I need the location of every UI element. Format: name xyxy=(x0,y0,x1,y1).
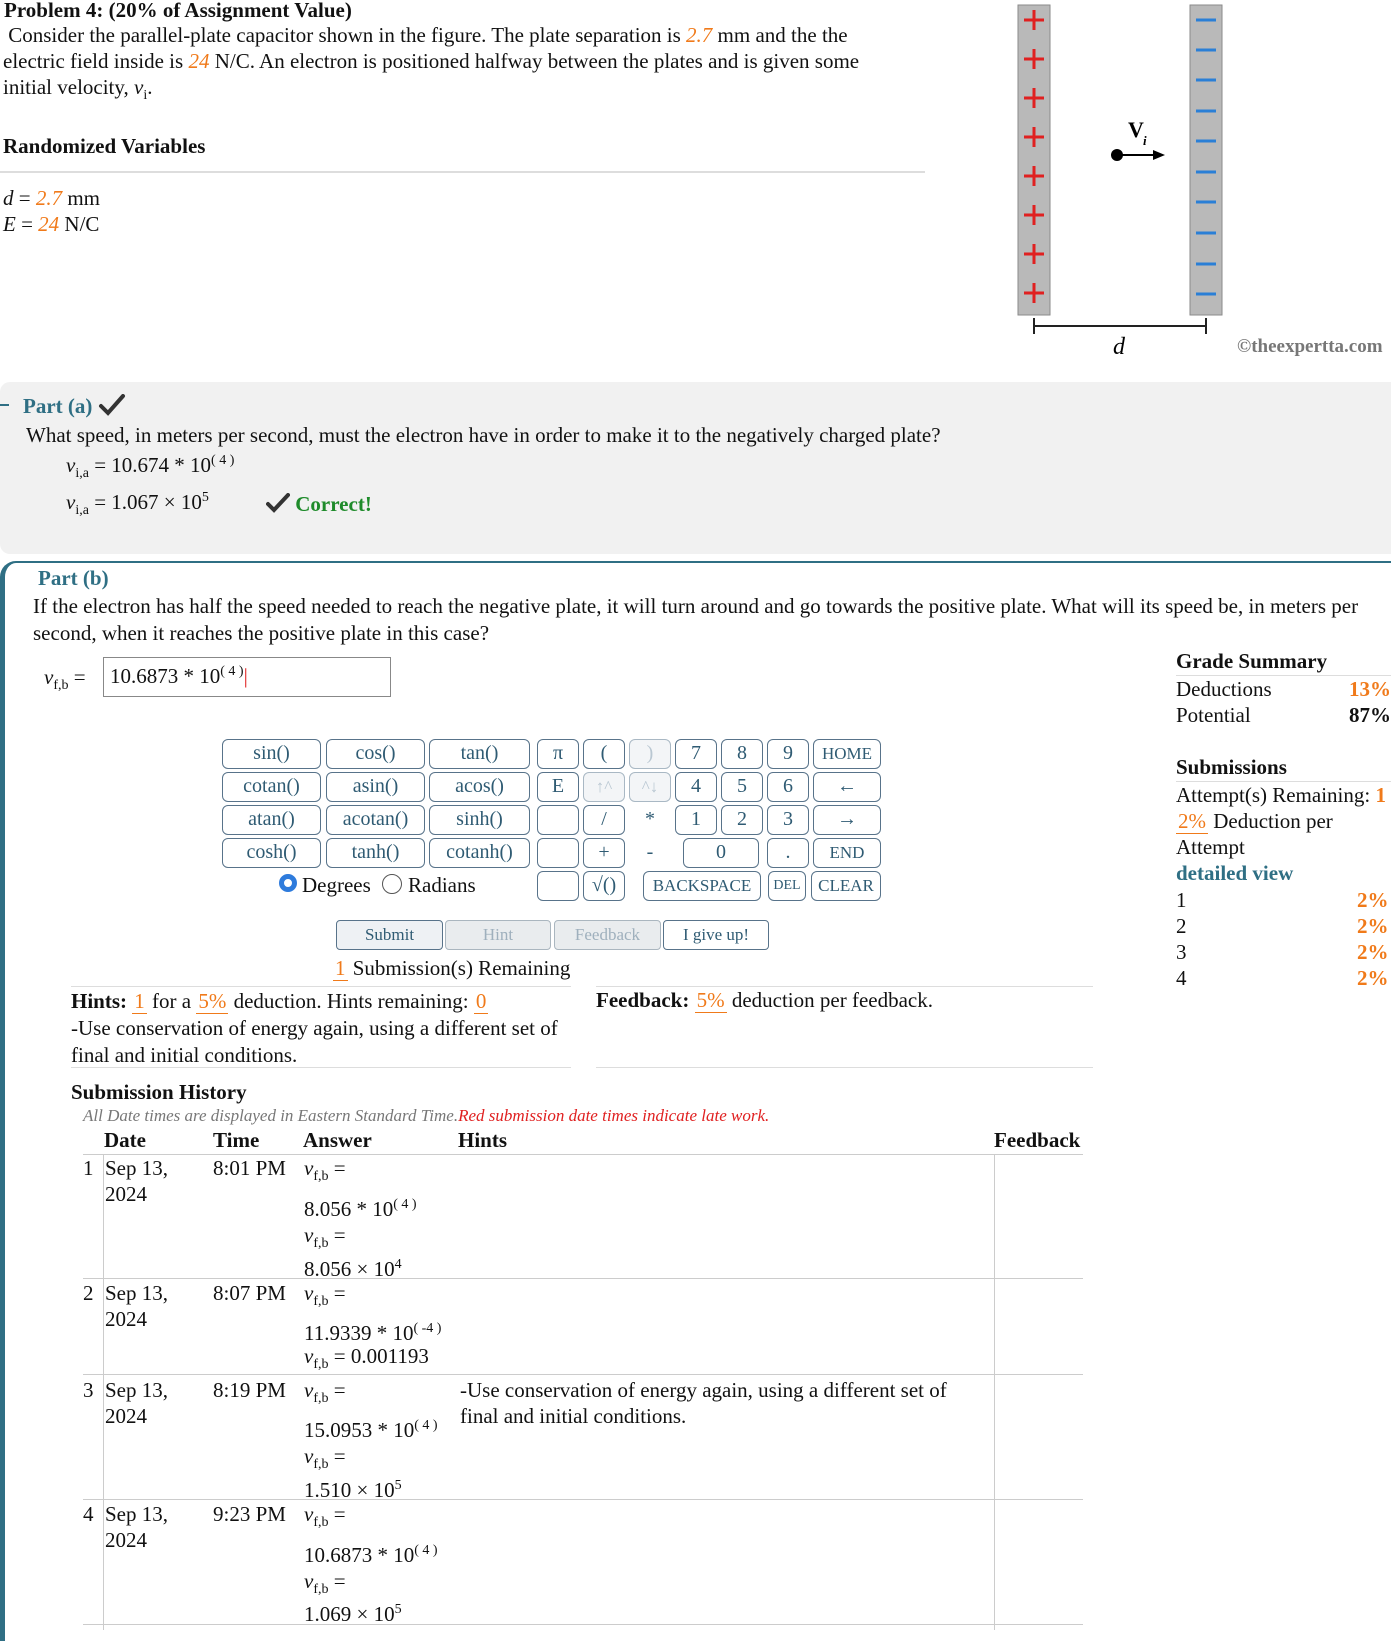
attempts-label: Attempt(s) Remaining: xyxy=(1176,783,1376,807)
key-decimal[interactable]: . xyxy=(767,838,809,868)
problem-text-pre: Consider the parallel-plate capacitor shown in the figure. The plate separation is xyxy=(8,23,687,47)
key-6[interactable]: 6 xyxy=(767,772,809,802)
degrees-radio[interactable] xyxy=(279,874,297,892)
answer-input-exponent: ( 4 ) xyxy=(220,664,244,679)
radians-radio[interactable] xyxy=(382,874,402,894)
row-date: Sep 13, 2024 xyxy=(105,1378,168,1428)
part-b-question: If the electron has half the speed needed to reach the negative plate, it will turn around and go towards the positive plate. What will its speed be, in meters per second, when it reaches the positive plate in this case? xyxy=(33,594,1359,645)
row-answer-label: $v_{f,b}$ = xyxy=(304,1569,346,1598)
col-hints: Hints xyxy=(458,1128,508,1152)
answer-symbol: v xyxy=(44,665,54,689)
attempt-word: Attempt xyxy=(1176,835,1245,859)
key-acos[interactable]: acos() xyxy=(429,772,530,802)
answer-input[interactable] xyxy=(103,657,391,697)
row-answer-label: $v_{f,b}$ = xyxy=(304,1502,346,1531)
divider xyxy=(596,986,1093,987)
grade-summary-title: Grade Summary xyxy=(1176,649,1328,673)
submissions-remaining xyxy=(333,956,570,981)
attempt-number: 3 xyxy=(1176,940,1187,964)
key-paren-close[interactable]: ) xyxy=(629,739,671,769)
key-slash[interactable]: / xyxy=(583,805,625,835)
col-answer: Answer xyxy=(303,1128,372,1152)
key-right-arrow[interactable]: → xyxy=(813,805,881,835)
row-time: 8:07 PM xyxy=(213,1281,286,1305)
part-a-answer-entered xyxy=(66,453,234,482)
correct-label: Correct! xyxy=(295,492,372,516)
velocity-label: V xyxy=(1128,117,1144,142)
key-5[interactable]: 5 xyxy=(721,772,763,802)
col-feedback: Feedback xyxy=(994,1128,1081,1152)
E-unit: N/C xyxy=(59,212,100,236)
give-up-button[interactable]: I give up! xyxy=(663,920,769,950)
attempt-deduction: 2% xyxy=(1357,966,1389,990)
row-number: 3 xyxy=(83,1378,94,1402)
row-time: 8:19 PM xyxy=(213,1378,286,1402)
attempt-deduction: 2% xyxy=(1357,940,1389,964)
key-pi[interactable]: π xyxy=(537,739,579,769)
divider xyxy=(83,1278,1083,1279)
hints-block xyxy=(71,988,571,1069)
row-answer-label: $v_{f,b}$ = xyxy=(304,1444,346,1473)
divider xyxy=(1176,675,1391,676)
key-superscript-down[interactable]: ^↓ xyxy=(629,772,671,802)
divider xyxy=(0,171,925,173)
problem-text-post: N/C. An electron is positioned halfway between the plates and is given some initial velocity, xyxy=(3,49,860,99)
part-a-question: What speed, in meters per second, must the electron have in order to make it to the negatively charged plate? xyxy=(26,423,941,447)
deduction-pct: 2% xyxy=(1178,809,1206,833)
divider xyxy=(83,1624,1083,1625)
hints-deduction-text: deduction. Hints remaining: xyxy=(228,989,474,1013)
attempt-number: 1 xyxy=(1176,888,1187,912)
ans-value: = 1.067 × 10 xyxy=(88,490,202,514)
key-cotan[interactable]: cotan() xyxy=(222,772,321,802)
attempt-number: 2 xyxy=(1176,914,1187,938)
key-1[interactable]: 1 xyxy=(675,805,717,835)
divider xyxy=(83,1499,1083,1500)
problem-text-mid: mm and the the electric field inside is xyxy=(3,23,848,73)
variable-d xyxy=(3,186,100,211)
row-number: 1 xyxy=(83,1156,94,1180)
row-answer-value: $1.069 \times 10^5$ xyxy=(304,1602,402,1626)
part-b-title: Part (b) xyxy=(38,566,109,590)
variable-E xyxy=(3,212,99,237)
deduction-per-attempt xyxy=(1176,809,1333,834)
row-answer-value: $1.510 \times 10^5$ xyxy=(304,1478,402,1502)
row-time: 8:01 PM xyxy=(213,1156,286,1180)
text-cursor: | xyxy=(243,664,248,688)
row-date: Sep 13, 2024 xyxy=(105,1156,168,1206)
potential-value: 87% xyxy=(1349,703,1391,727)
ans-subscript: i,a xyxy=(75,466,89,482)
d-symbol: d xyxy=(3,186,14,210)
row-answer-label: $v_{f,b}$ = xyxy=(304,1223,346,1252)
key-cosh[interactable]: cosh() xyxy=(222,838,321,868)
key-9[interactable]: 9 xyxy=(767,739,809,769)
deductions-label: Deductions xyxy=(1176,677,1272,701)
hints-label: Hints: xyxy=(71,989,128,1013)
key-3[interactable]: 3 xyxy=(767,805,809,835)
row-date: Sep 13, 2024 xyxy=(105,1281,168,1331)
feedback-button[interactable]: Feedback xyxy=(554,920,661,950)
attempts-value: 1 xyxy=(1375,783,1386,807)
row-answer-label: $v_{f,b}$ = xyxy=(304,1378,346,1407)
velocity-symbol: v xyxy=(134,75,144,99)
row-answer-expr: $10.6873 * 10^{( 4 )}$ xyxy=(304,1543,438,1567)
velocity-label-sub: i xyxy=(1143,133,1147,148)
ans-exponent: ( 4 ) xyxy=(211,453,235,468)
key-multiply[interactable]: * xyxy=(629,805,671,835)
ans-symbol: v xyxy=(66,490,76,514)
attempt-number: 4 xyxy=(1176,966,1187,990)
timezone-note-text: All Date times are displayed in Eastern Standard Time. xyxy=(83,1106,459,1125)
equals: = xyxy=(13,186,36,210)
part-a-answer-evaluated xyxy=(66,490,209,519)
ans-exponent: 5 xyxy=(201,490,209,505)
col-date: Date xyxy=(104,1128,146,1152)
divider xyxy=(103,1154,104,1630)
key-atan[interactable]: atan() xyxy=(222,805,321,835)
row-number: 2 xyxy=(83,1281,94,1305)
row-hint: -Use conservation of energy again, using a different set of final and initial conditions. xyxy=(460,1378,947,1428)
copyright: ©theexpertta.com xyxy=(1237,336,1383,357)
velocity-subscript: i xyxy=(143,88,148,104)
hints-remaining: 0 xyxy=(475,989,487,1013)
answer-subscript: f,b xyxy=(53,678,69,694)
feedback-text: deduction per feedback. xyxy=(726,988,933,1012)
E-value: 24 xyxy=(38,212,60,236)
feedback-block xyxy=(596,988,1096,1013)
answer-input-value: 10.6873 * 10 xyxy=(110,664,221,688)
correct-status xyxy=(266,492,372,517)
key-sqrt[interactable]: √() xyxy=(583,871,625,901)
submissions-title: Submissions xyxy=(1176,755,1287,779)
answer-equals: = xyxy=(68,665,86,689)
hints-for-a: for a xyxy=(146,989,197,1013)
key-8[interactable]: 8 xyxy=(721,739,763,769)
key-home[interactable]: HOME xyxy=(813,739,881,769)
key-7[interactable]: 7 xyxy=(675,739,717,769)
row-answer-value: $8.056 \times 10^4$ xyxy=(304,1257,402,1281)
hints-used: 1 xyxy=(134,989,145,1013)
key-acotan[interactable]: acotan() xyxy=(326,805,425,835)
equals: = xyxy=(15,212,39,236)
attempt-deduction: 2% xyxy=(1357,888,1389,912)
key-superscript-up[interactable]: ↑^ xyxy=(583,772,625,802)
hints-deduction-pct: 5% xyxy=(198,989,227,1013)
row-date: Sep 13, 2024 xyxy=(105,1502,168,1552)
key-left-arrow[interactable]: ← xyxy=(813,772,881,802)
key-backspace[interactable]: BACKSPACE xyxy=(643,871,761,901)
key-end[interactable]: END xyxy=(813,838,881,868)
key-tanh[interactable]: tanh() xyxy=(326,838,425,868)
divider xyxy=(71,1067,571,1068)
distance-bar xyxy=(1034,318,1206,334)
answer-label xyxy=(44,665,86,694)
remaining-text: Submission(s) Remaining xyxy=(347,956,571,980)
divider xyxy=(994,1154,995,1630)
hint-text: -Use conservation of energy again, using a different set of final and initial conditions. xyxy=(71,1016,558,1067)
submit-button[interactable]: Submit xyxy=(336,920,443,950)
detailed-view-link[interactable]: detailed view xyxy=(1176,861,1294,885)
key-clear[interactable]: CLEAR xyxy=(811,871,881,901)
row-answer-expr: $8.056 * 10^{( 4 )}$ xyxy=(304,1197,417,1221)
row-answer-value: $v_{f,b} = 0.001193$ xyxy=(304,1344,429,1373)
hint-button[interactable]: Hint xyxy=(445,920,551,950)
ans-subscript: i,a xyxy=(75,503,89,519)
key-paren-open[interactable]: ( xyxy=(583,739,625,769)
potential-label: Potential xyxy=(1176,703,1251,727)
ans-symbol: v xyxy=(66,453,76,477)
capacitor-figure xyxy=(1010,0,1390,365)
row-answer-expr: $15.0953 * 10^{( 4 )}$ xyxy=(304,1418,438,1442)
problem-title: Problem 4: (20% of Assignment Value) xyxy=(4,0,352,22)
divider xyxy=(83,1374,1083,1375)
key-cos[interactable]: cos() xyxy=(326,739,425,769)
key-blank-2[interactable] xyxy=(537,838,579,868)
key-blank-3[interactable] xyxy=(537,871,579,901)
key-sinh[interactable]: sinh() xyxy=(429,805,530,835)
key-del[interactable]: DEL xyxy=(768,871,806,901)
attempts-remaining xyxy=(1176,783,1386,808)
key-tan[interactable]: tan() xyxy=(429,739,530,769)
problem-d-value: 2.7 xyxy=(686,23,713,47)
key-plus[interactable]: + xyxy=(583,838,625,868)
distance-label: d xyxy=(1113,334,1125,360)
radians-label: Radians xyxy=(408,873,476,897)
collapse-indicator[interactable] xyxy=(0,404,9,406)
ans-expression: = 10.674 * 10 xyxy=(88,453,212,477)
key-asin[interactable]: asin() xyxy=(326,772,425,802)
key-0[interactable]: 0 xyxy=(683,838,759,868)
d-unit: mm xyxy=(62,186,101,210)
degrees-label: Degrees xyxy=(302,873,371,897)
randomized-variables-heading: Randomized Variables xyxy=(3,134,206,158)
key-sin[interactable]: sin() xyxy=(222,739,321,769)
row-answer-label: $v_{f,b}$ = xyxy=(304,1156,346,1185)
part-a-label: Part (a) xyxy=(23,394,93,418)
checkmark-icon xyxy=(98,394,126,416)
submission-history-title: Submission History xyxy=(71,1080,247,1104)
deduction-text: Deduction per xyxy=(1208,809,1333,833)
divider xyxy=(596,1067,1093,1068)
key-E[interactable]: E xyxy=(537,772,579,802)
d-value: 2.7 xyxy=(35,186,63,210)
row-answer-expr: $11.9339 * 10^{( -4 )}$ xyxy=(304,1321,442,1345)
key-minus[interactable]: - xyxy=(629,838,671,868)
remaining-count: 1 xyxy=(335,956,346,980)
col-time: Time xyxy=(213,1128,260,1152)
row-number: 4 xyxy=(83,1502,94,1526)
late-note-text: Red submission date times indicate late work. xyxy=(458,1106,770,1125)
checkmark-icon xyxy=(266,493,290,513)
problem-statement xyxy=(3,22,883,109)
divider xyxy=(1176,781,1391,782)
problem-text-end: . xyxy=(147,75,153,99)
problem-E-value: 24 xyxy=(188,49,210,73)
feedback-label: Feedback: xyxy=(596,988,690,1012)
feedback-pct: 5% xyxy=(696,988,725,1012)
divider xyxy=(71,986,571,987)
key-2[interactable]: 2 xyxy=(721,805,763,835)
key-blank-1[interactable] xyxy=(537,805,579,835)
row-time: 9:23 PM xyxy=(213,1502,286,1526)
attempt-deduction: 2% xyxy=(1357,914,1389,938)
key-cotanh[interactable]: cotanh() xyxy=(429,838,530,868)
part-a-title xyxy=(23,394,126,419)
E-symbol: E xyxy=(3,212,16,236)
key-4[interactable]: 4 xyxy=(675,772,717,802)
row-answer-label: $v_{f,b}$ = xyxy=(304,1281,346,1310)
timezone-note xyxy=(83,1106,769,1126)
deductions-value: 13% xyxy=(1349,677,1391,701)
